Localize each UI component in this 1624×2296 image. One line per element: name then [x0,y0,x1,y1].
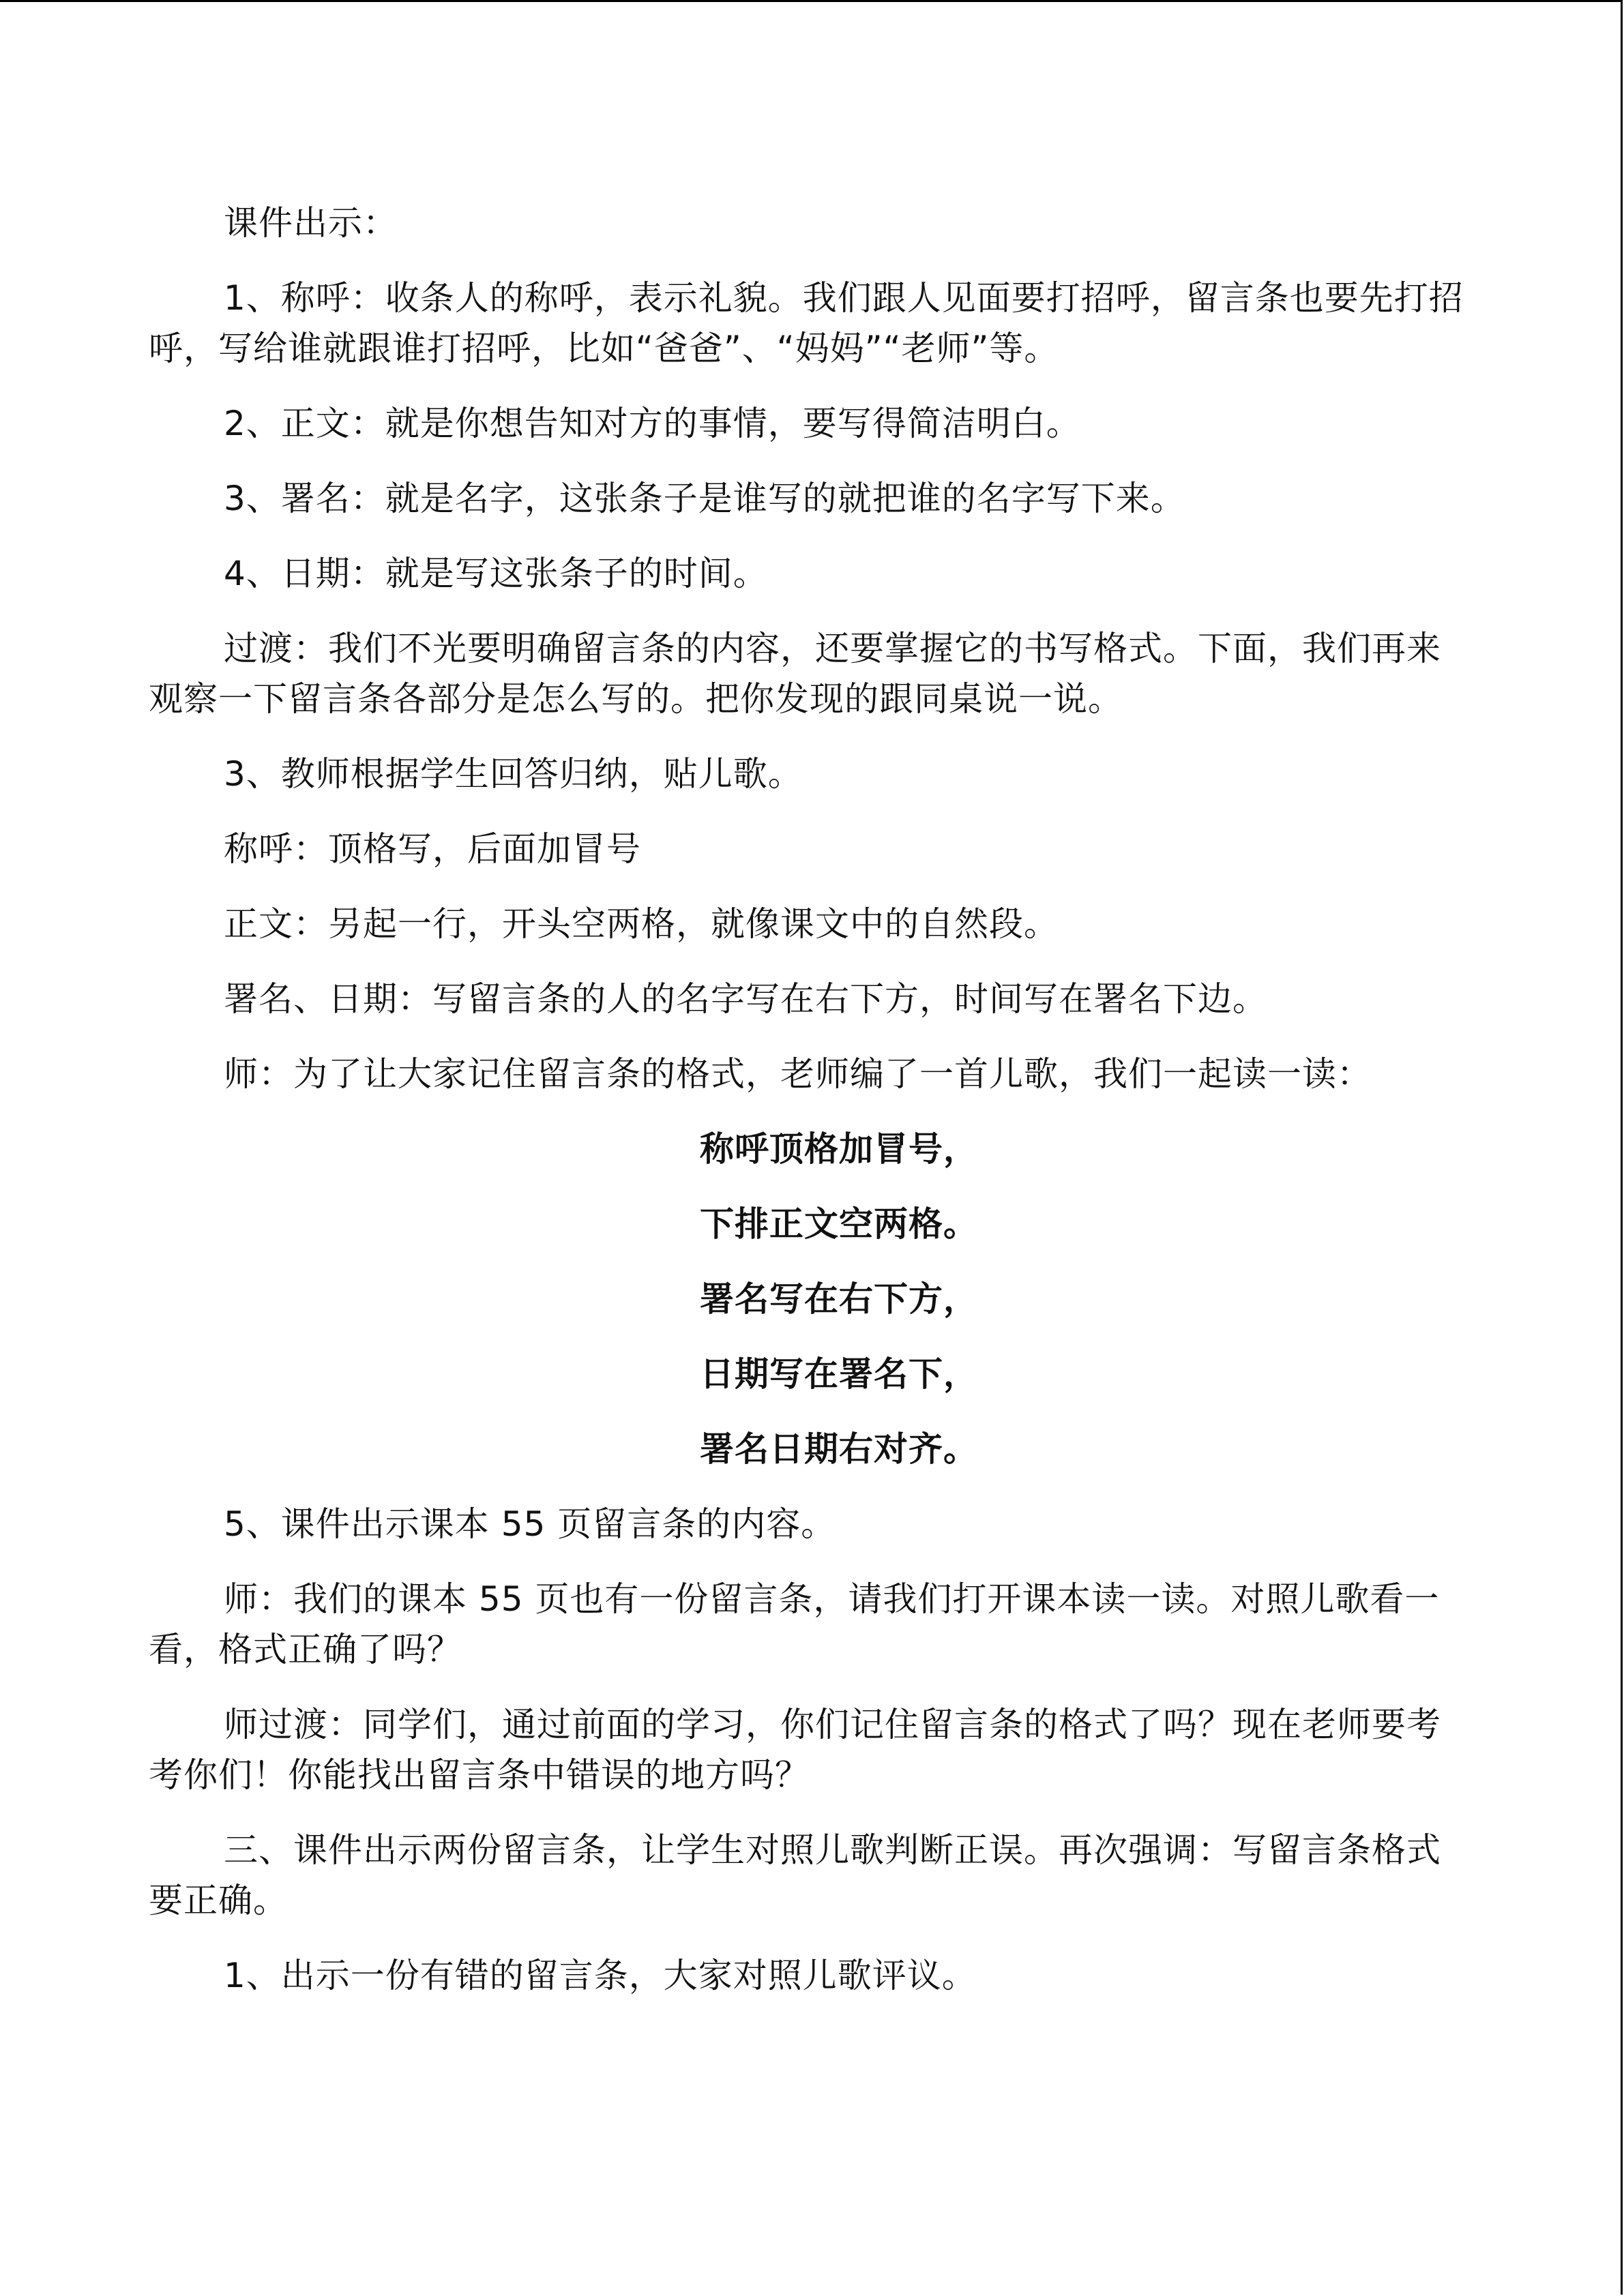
rhyme-line: 署名写在右下方， [700,1279,978,1319]
paragraph: 称呼：顶格写，后面加冒号 [224,829,641,869]
paragraph: 5、课件出示课本 55 页留言条的内容。 [224,1504,836,1544]
rhyme-line: 称呼顶格加冒号， [700,1129,978,1169]
paragraph: 1、称呼：收条人的称呼，表示礼貌。我们跟人见面要打招呼，留言条也要先打招呼，写给谁就跟谁打招呼，比如“爸爸”、“妈妈”“老师”等。 [149,278,1464,368]
document-body [149,198,1472,2025]
paragraph: 1、出示一份有错的留言条，大家对照儿歌评议。 [224,1956,977,1995]
children-rhyme [149,1124,1472,1474]
paragraph: 4、日期：就是写这张条子的时间。 [224,554,768,593]
paragraph: 3、教师根据学生回答归纳，贴儿歌。 [224,754,803,794]
paragraph: 3、署名：就是名字，这张条子是谁写的就把谁的名字写下来。 [224,479,1185,518]
rhyme-line: 下排正文空两格。 [700,1204,978,1244]
rhyme-line: 署名日期右对齐。 [700,1429,978,1469]
paragraph: 正文：另起一行，开头空两格，就像课文中的自然段。 [224,904,1059,944]
paragraph: 2、正文：就是你想告知对方的事情，要写得简洁明白。 [224,404,1081,443]
paragraph: 师：为了让大家记住留言条的格式，老师编了一首儿歌，我们一起读一读： [224,1054,1372,1094]
paragraph: 师：我们的课本 55 页也有一份留言条，请我们打开课本读一读。对照儿歌看一看，格式正确了吗？ [149,1579,1440,1669]
paragraph: 师过渡：同学们，通过前面的学习，你们记住留言条的格式了吗？现在老师要考考你们！你能找出留言条中错误的地方吗？ [149,1705,1441,1795]
paragraph: 过渡：我们不光要明确留言条的内容，还要掌握它的书写格式。下面，我们再来观察一下留言条各部分是怎么写的。把你发现的跟同桌说一说。 [149,629,1441,719]
paragraph: 三、课件出示两份留言条，让学生对照儿歌判断正误。再次强调：写留言条格式要正确。 [149,1830,1441,1920]
paragraph: 课件出示： [224,203,398,243]
paragraph: 署名、日期：写留言条的人的名字写在右下方，时间写在署名下边。 [224,979,1267,1019]
rhyme-line: 日期写在署名下， [700,1354,978,1394]
